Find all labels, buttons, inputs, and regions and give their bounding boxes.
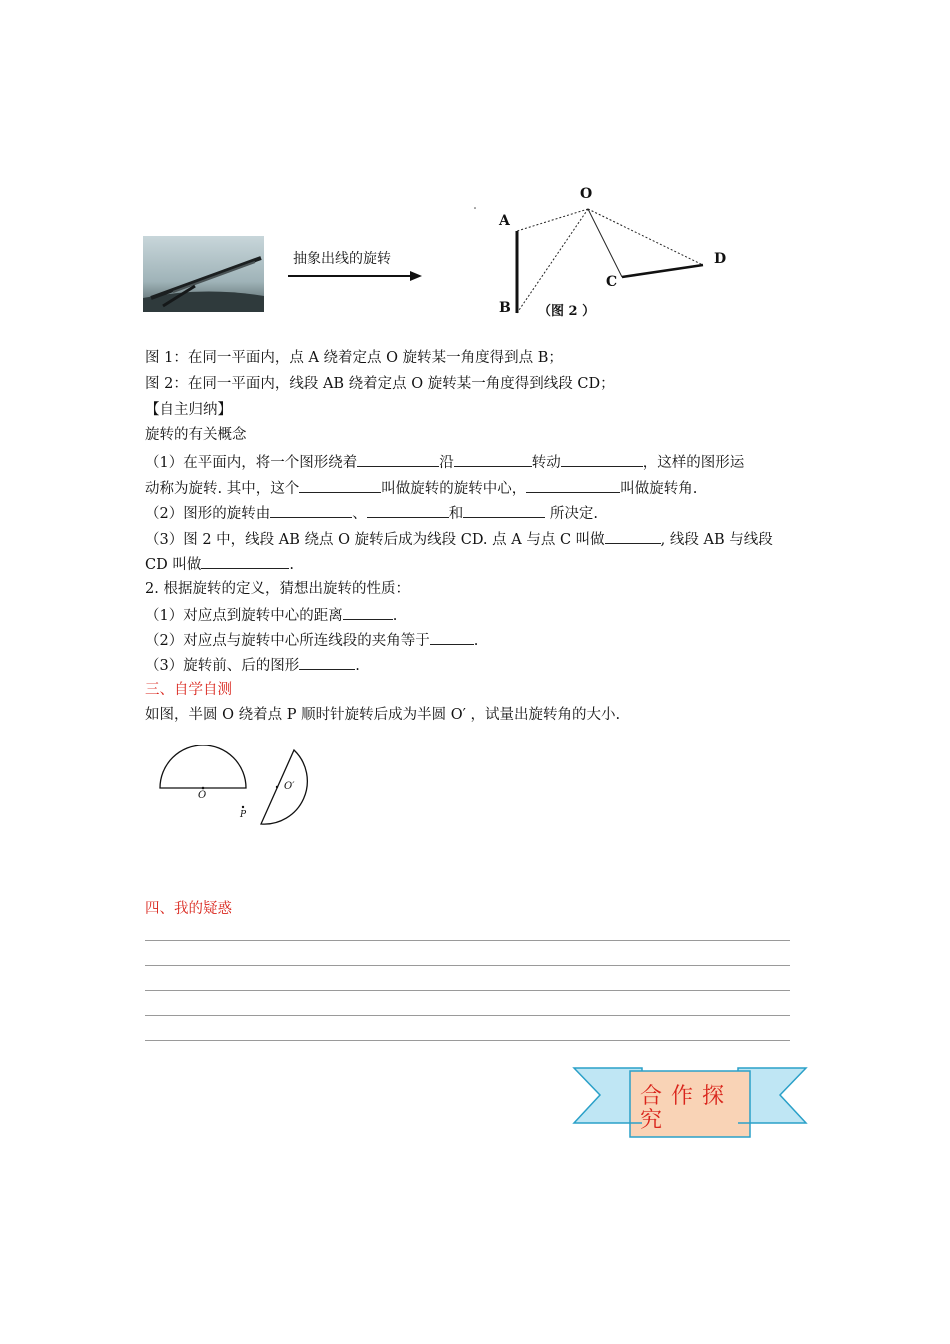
property-2: （2）对应点与旋转中心所连线段的夹角等于 . xyxy=(145,630,478,650)
fill-blank[interactable] xyxy=(526,478,620,493)
fill-blank[interactable] xyxy=(454,452,532,467)
fill-blank[interactable] xyxy=(463,503,545,518)
answer-line[interactable] xyxy=(145,1040,790,1041)
fill-blank[interactable] xyxy=(299,478,381,493)
point-label-o: O xyxy=(580,186,593,202)
concept-heading: 旋转的有关概念 xyxy=(145,427,247,443)
right-arrow-icon xyxy=(288,270,423,282)
fill-blank[interactable] xyxy=(201,554,289,569)
answer-line[interactable] xyxy=(145,940,790,941)
section3-question: 如图，半圆 O 绕着点 P 顺时针旋转后成为半圆 O′ ，试量出旋转角的大小. xyxy=(145,707,621,723)
fill-blank[interactable] xyxy=(270,503,352,518)
answer-line[interactable] xyxy=(145,1015,790,1016)
property-3: （3）旋转前、后的图形 . xyxy=(145,655,360,675)
figure-caption: （图 2 ） xyxy=(538,304,596,319)
figure2-description: 图 2：在同一平面内，线段 AB 绕着定点 O 旋转某一角度得到线段 CD； xyxy=(145,376,615,392)
label-p: P xyxy=(240,810,247,820)
banner-text: 合 作 探 究 xyxy=(640,1084,725,1133)
label-o: O xyxy=(198,790,207,801)
section4-title: 四、我的疑惑 xyxy=(145,901,232,917)
concept-item-1: （1）在平面内，将一个图形绕着 沿 转动 ，这样的图形运 xyxy=(145,452,744,472)
concept-item-1-cont: 动称为旋转. 其中，这个 叫做旋转的旋转中心， 叫做旋转角. xyxy=(145,478,697,498)
fill-blank[interactable] xyxy=(343,605,393,620)
label-o-prime: O′ xyxy=(284,781,295,792)
fill-blank[interactable] xyxy=(299,655,355,670)
properties-heading: 2. 根据旋转的定义，猜想出旋转的性质： xyxy=(145,581,410,597)
point-label-a: A xyxy=(499,213,510,229)
fill-blank[interactable] xyxy=(561,452,643,467)
fill-blank[interactable] xyxy=(430,630,474,645)
concept-item-3: （3）图 2 中，线段 AB 绕点 O 旋转后成为线段 CD. 点 A 与点 C 叫做 , 线段 AB 与线段 xyxy=(145,529,773,549)
point-label-d: D xyxy=(714,251,727,267)
point-label-c: C xyxy=(606,274,618,290)
fill-blank[interactable] xyxy=(605,529,661,544)
figure1-description: 图 1：在同一平面内，点 A 绕着定点 O 旋转某一角度得到点 B； xyxy=(145,350,563,366)
windshield-wiper-photo xyxy=(143,236,264,312)
answer-line[interactable] xyxy=(145,990,790,991)
answer-line[interactable] xyxy=(145,965,790,966)
semicircle-diagram xyxy=(150,745,340,835)
arrow-label: 抽象出线的旋转 xyxy=(293,251,391,267)
point-label-b: B xyxy=(499,300,511,316)
concept-item-3-cont: CD 叫做 . xyxy=(145,554,294,574)
section3-title: 三、自学自测 xyxy=(145,682,232,698)
property-1: （1）对应点到旋转中心的距离 . xyxy=(145,605,397,625)
fill-blank[interactable] xyxy=(357,452,439,467)
fill-blank[interactable] xyxy=(367,503,449,518)
summary-heading: 【自主归纳】 xyxy=(145,402,232,418)
concept-item-2: （2）图形的旋转由 、 和 所决定. xyxy=(145,503,598,523)
